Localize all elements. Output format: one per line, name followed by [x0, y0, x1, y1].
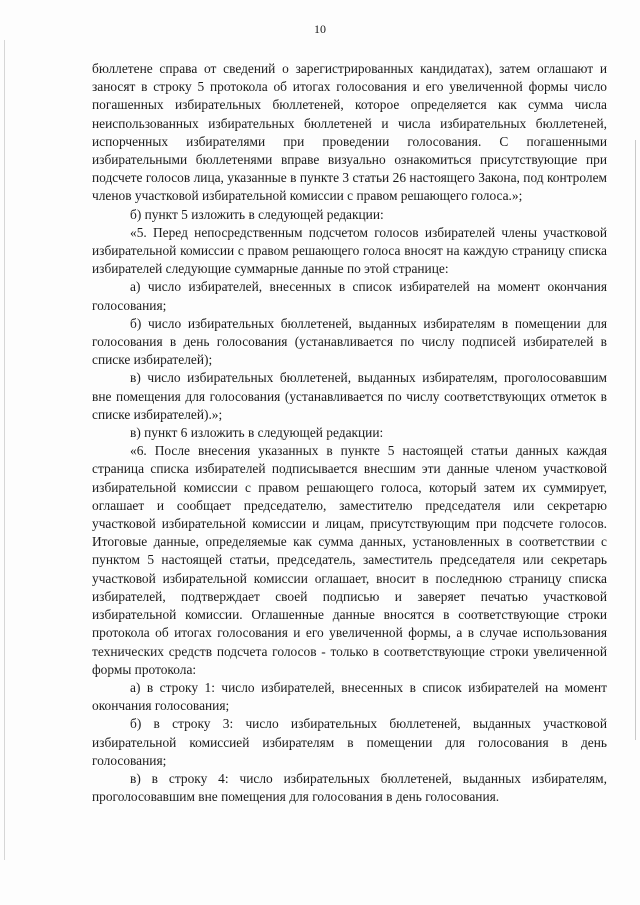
paragraph-7: в) пункт 6 изложить в следующей редакции:	[130, 425, 384, 441]
paragraph-1: бюллетене справа от сведений о зарегистрированных кандидатах), затем оглашают и заносят в строку 5 протокола об итогах голосования и его увеличенной формы число погашенных избирательных бюллетеней, которое определяется как сумма числа неиспользованных избирательных бюллетеней и числа избирательных бюллетеней, испорченных избирателями при проведении голосования. С погашенными избирательными бюллетенями вправе визуально ознакомиться присутствующие при подсчете голосов лица, указанные в пункте 3 статьи 26 настоящего Закона, под контролем членов участковой избирательной комиссии с правом решающего голоса.»;	[92, 61, 607, 204]
paragraph-8: «6. После внесения указанных в пункте 5 настоящей статьи данных каждая страница списка избирателей подписывается внесшим эти данные членом участковой избирательной комиссии с правом решающего голоса, который затем их суммирует, оглашает и сообщает председателю, заместителю председателя или секретарю участковой избирательной комиссии и лицам, присутствующим при подсчете голосов. Итоговые данные, определяемые как сумма данных, установленных в соответствии с пунктом 5 настоящей статьи, председатель, заместитель председателя или секретарь участковой избирательной комиссии оглашает, вносит в последнюю страницу списка избирателей, подтверждает своей подписью и заверяет печатью участковой избирательной комиссии. Оглашенные данные вносятся в соответствующие строки протокола об итогах голосования и его увеличенной формы, а в случае использования технических средств подсчета голосов - только в соответствующие строки увеличенной формы протокола:	[92, 443, 607, 677]
paragraph-11: в) в строку 4: число избирательных бюллетеней, выданных избирателям, проголосовавшим вне помещения для голосования в день голосования.	[92, 770, 607, 805]
paragraph-6: в) число избирательных бюллетеней, выданных избирателям, проголосовавшим вне помещения для голосования (устанавливается по числу соответствующих отметок в списке избирателей).»;	[92, 370, 607, 422]
document-body	[92, 60, 607, 806]
scan-edge-right	[635, 140, 636, 740]
page-number: 10	[314, 22, 326, 36]
paragraph-9: а) в строку 1: число избирателей, внесенных в список избирателей на момент окончания голосования;	[92, 679, 607, 714]
paragraph-2: б) пункт 5 изложить в следующей редакции:	[130, 206, 384, 222]
scan-edge-left	[4, 40, 5, 860]
paragraph-3: «5. Перед непосредственным подсчетом голосов избирателей члены участковой избирательной комиссии с правом решающего голоса вносят на каждую страницу списка избирателей следующие суммарные данные по этой странице:	[92, 224, 607, 277]
paragraph-10: б) в строку 3: число избирательных бюллетеней, выданных участковой избирательной комиссией избирателям в помещении для голосования в день голосования;	[92, 716, 607, 768]
paragraph-4: а) число избирателей, внесенных в список избирателей на момент окончания голосования;	[92, 279, 607, 313]
paragraph-5: б) число избирательных бюллетеней, выданных избирателям в помещении для голосования в день голосования (устанавливается по числу подписей избирателей в списке избирателей);	[92, 315, 607, 368]
